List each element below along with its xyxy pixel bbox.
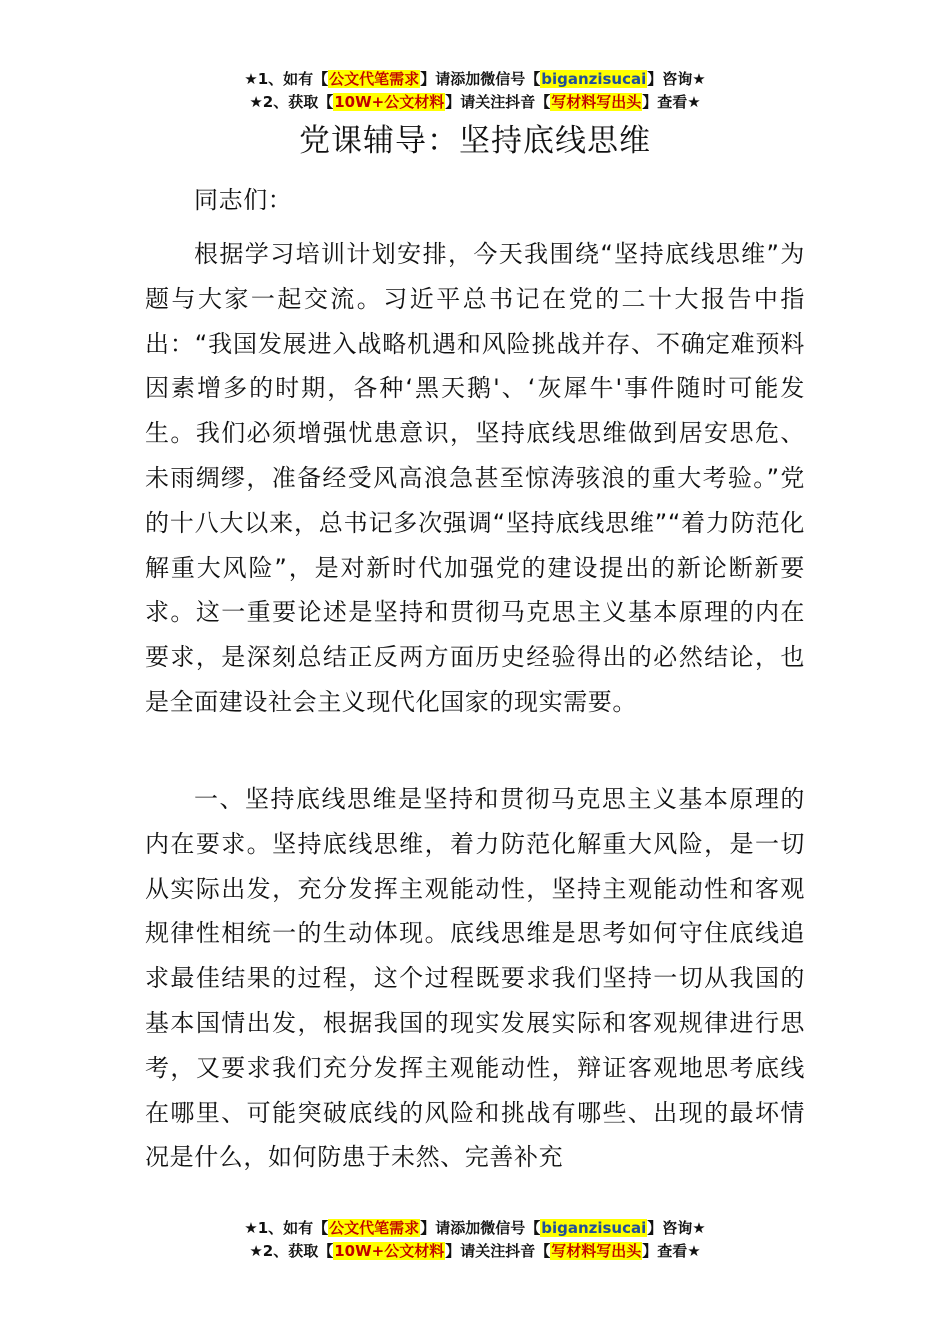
- header-ad-banner: [0, 68, 950, 114]
- banner-highlight: 10W+公文材料: [334, 1242, 445, 1260]
- wechat-id: biganzisucai: [541, 70, 647, 88]
- banner-text: ★2、获取【: [249, 1242, 334, 1260]
- banner-text: ★1、如有【: [244, 70, 329, 88]
- paragraph-section-1: 一、坚持底线思维是坚持和贯彻马克思主义基本原理的内在要求。坚持底线思维，着力防范化解重大风险，是一切从实际出发，充分发挥主观能动性，坚持主观能动性和客观规律性相统一的生动体现。底线思维是思考如何守住底线追求最佳结果的过程，这个过程既要求我们坚持一切从我国的基本国情出发，根据我国的现实发展实际和客观规律进行思考，又要求我们充分发挥主观能动性，辩证客观地思考底线在哪里、可能突破底线的风险和挑战有哪些、出现的最坏情况是什么，如何防患于未然、完善补充: [145, 785, 805, 1172]
- douyin-account: 写材料写出头: [551, 1242, 642, 1260]
- salutation: 同志们：: [194, 186, 293, 214]
- banner-text: 】咨询★: [647, 1219, 706, 1237]
- douyin-account: 写材料写出头: [551, 93, 642, 111]
- banner-highlight: 公文代笔需求: [329, 1219, 420, 1237]
- banner-text: ★1、如有【: [244, 1219, 329, 1237]
- banner-text: 】请添加微信号【: [420, 1219, 541, 1237]
- banner-line-2: [0, 91, 950, 114]
- banner-text: 】请关注抖音【: [445, 1242, 551, 1260]
- banner-text: 】查看★: [642, 93, 701, 111]
- banner-line-1: [0, 68, 950, 91]
- banner-line-1: [0, 1217, 950, 1240]
- banner-text: ★2、获取【: [249, 93, 334, 111]
- document-title: 党课辅导：坚持底线思维: [299, 123, 651, 159]
- paragraph-intro: 根据学习培训计划安排，今天我围绕“坚持底线思维”为题与大家一起交流。习近平总书记在党的二十大报告中指出：“我国发展进入战略机遇和风险挑战并存、不确定难预料因素增多的时期，各种‘黑天鹅'、‘灰犀牛'事件随时可能发生。我们必须增强忧患意识，坚持底线思维做到居安思危、未雨绸缪，准备经受风高浪急甚至惊涛骇浪的重大考验。”党的十八大以来，总书记多次强调“坚持底线思维”“着力防范化解重大风险”，是对新时代加强党的建设提出的新论断新要求。这一重要论述是坚持和贯彻马克思主义基本原理的内在要求，是深刻总结正反两方面历史经验得出的必然结论，也是全面建设社会主义现代化国家的现实需要。: [145, 240, 805, 716]
- banner-text: 】查看★: [642, 1242, 701, 1260]
- wechat-id: biganzisucai: [541, 1219, 647, 1237]
- banner-text: 】请关注抖音【: [445, 93, 551, 111]
- banner-text: 】请添加微信号【: [420, 70, 541, 88]
- banner-text: 】咨询★: [647, 70, 706, 88]
- banner-line-2: [0, 1240, 950, 1263]
- banner-highlight: 公文代笔需求: [329, 70, 420, 88]
- banner-highlight: 10W+公文材料: [334, 93, 445, 111]
- footer-ad-banner: [0, 1217, 950, 1263]
